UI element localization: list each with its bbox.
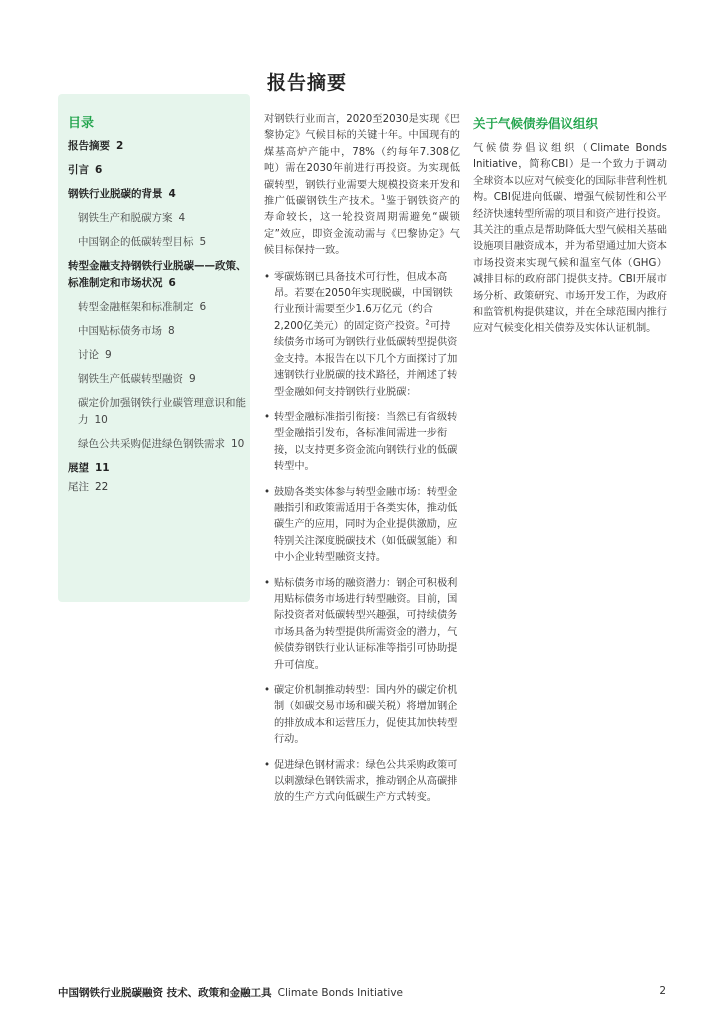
toc-item[interactable] [68, 258, 248, 292]
toc-item-page: 6 [199, 301, 207, 313]
summary-bullets [264, 270, 460, 807]
toc-item-label: 钢铁行业脱碳的背景 [68, 188, 163, 200]
toc-item-page: 6 [168, 277, 176, 289]
bullet-text: 零碳炼钢已具备技术可行性，但成本高昂。若要在2050年实现脱碳，中国钢铁行业预计需要至少1.6万亿元（约合2,200亿美元）的固定资产投资。 [274, 271, 453, 332]
footnote-ref[interactable]: 1 [381, 193, 386, 202]
bullet-item [264, 410, 460, 476]
bullet-item [264, 485, 460, 567]
about-heading: 关于气候债券倡议组织 [473, 116, 599, 131]
intro-text: 对钢铁行业而言，2020至2030是实现《巴黎协定》气候目标的关键十年。中国现有的煤基高炉产能中，78%（约每年7.308亿吨）需在2030年前进行再投资。为实现低碳转型，钢铁行业需要大规模投资来开发和推广低碳钢铁生产技术。 [264, 114, 460, 208]
footer-report-title: 中国钢铁行业脱碳融资 技术、政策和金融工具 [58, 987, 272, 999]
toc-item[interactable] [68, 479, 248, 496]
toc-item-page: 6 [95, 164, 103, 176]
bullet-item [264, 683, 460, 749]
toc-list [68, 138, 248, 503]
toc-item[interactable] [68, 371, 248, 388]
bullet-text: 贴标债务市场的融资潜力：钢企可积极利用贴标债务市场进行转型融资。目前，国际投资者对低碳转型兴趣强，可持续债务市场具备为转型提供所需资金的潜力，气候债券钢铁行业认证标准等指引可协助提升可信度。 [274, 577, 458, 671]
about-cbi-section [473, 114, 667, 338]
toc-item[interactable] [68, 186, 248, 203]
bullet-item [264, 270, 460, 401]
toc-item-page: 8 [168, 325, 175, 337]
toc-item-page: 10 [231, 438, 245, 450]
footer-org: Climate Bonds Initiative [277, 987, 403, 999]
toc-item[interactable] [68, 347, 248, 364]
bullet-item [264, 758, 460, 807]
toc-heading: 目录 [68, 116, 95, 131]
intro-text-continued: 鉴于钢铁资产的寿命较长，这一轮投资周期需避免“碳锁定”效应，即资金流动需与《巴黎协定》气候目标保持一致。 [264, 196, 460, 257]
bullet-text: 鼓励各类实体参与转型金融市场：转型金融指引和政策需适用于各类实体，推动低碳生产的应用，同时为企业提供激励，应特别关注深度脱碳技术（如低碳氢能）和中小企业转型融资支持。 [274, 486, 458, 564]
summary-column [264, 112, 460, 816]
bullet-text: 碳定价机制推动转型：国内外的碳定价机制（如碳交易市场和碳关税）将增加钢企的排放成本和运营压力，促使其加快转型行动。 [274, 685, 458, 746]
toc-item[interactable] [68, 210, 248, 227]
toc-item-label: 引言 [68, 164, 89, 176]
toc-item-page: 4 [178, 212, 186, 224]
page-number: 2 [659, 985, 666, 997]
toc-item[interactable] [68, 460, 248, 477]
toc-item-page: 9 [189, 373, 196, 385]
toc-item-label: 转型金融支持钢铁行业脱碳——政策、标准制定和市场状况 [68, 260, 247, 289]
toc-item-label: 钢铁生产和脱碳方案 [78, 212, 173, 224]
page-footer [58, 985, 666, 1000]
page-title: 报告摘要 [267, 72, 348, 94]
about-text: 气候债券倡议组织（Climate Bonds Initiative，简称CBI）是一个致力于调动全球资本以应对气候变化的国际非营利性机构。CBI促进向低碳、增强气候韧性和公平经济快速转型所需的项目和资产进行投资。其关注的重点是帮助降低大型气候相关基础设施项目融资成本，并为希望通过加大资本市场投资来实现气候和温室气体（GHG）减排目标的政府部门提供支持。CBI开展市场分析、政策研究、市场开发工作，为政府和监管机构提供建议，并在全球范围内推行应对气候变化相关债券及实体认证机制。 [473, 143, 667, 335]
toc-item-page: 11 [95, 462, 110, 474]
toc-item-page: 5 [199, 236, 207, 248]
footnote-ref[interactable]: 2 [425, 318, 430, 327]
table-of-contents [58, 94, 250, 602]
intro-paragraph [264, 112, 460, 260]
toc-item[interactable] [68, 299, 248, 316]
toc-item-page: 4 [168, 188, 176, 200]
toc-item-label: 报告摘要 [68, 140, 110, 152]
toc-item-page: 2 [116, 140, 124, 152]
toc-item-label: 转型金融框架和标准制定 [78, 301, 194, 313]
toc-item-label: 碳定价加强钢铁行业碳管理意识和能力 [78, 397, 246, 426]
toc-item-label: 绿色公共采购促进绿色钢铁需求 [78, 438, 225, 450]
bullet-item [264, 576, 460, 674]
toc-item[interactable] [68, 138, 248, 155]
bullet-text: 促进绿色钢材需求：绿色公共采购政策可以刺激绿色钢铁需求，推动钢企从高碳排放的生产方式向低碳生产方式转变。 [274, 759, 458, 804]
toc-item[interactable] [68, 323, 248, 340]
toc-item-label: 中国贴标债务市场 [78, 325, 162, 337]
toc-item-page: 10 [94, 414, 108, 426]
toc-item[interactable] [68, 395, 248, 429]
toc-item[interactable] [68, 234, 248, 251]
toc-item-label: 尾注 [68, 481, 89, 493]
toc-item-label: 讨论 [78, 349, 99, 361]
toc-item-page: 22 [95, 481, 109, 493]
toc-item-label: 中国钢企的低碳转型目标 [78, 236, 194, 248]
toc-item-page: 9 [105, 349, 112, 361]
bullet-text-continued: 可持续债务市场可为钢铁行业低碳转型提供资金支持。本报告在以下几个方面探讨了加速钢铁行业脱碳的技术路径，并阐述了转型金融如何支持钢铁行业脱碳： [274, 320, 458, 398]
bullet-text: 转型金融标准指引衔接：当然已有省级转型金融指引发布，各标准间需进一步衔接，以支持更多资金流向钢铁行业的低碳转型中。 [274, 411, 458, 473]
toc-item-label: 钢铁生产低碳转型融资 [78, 373, 183, 385]
toc-item-label: 展望 [68, 462, 89, 474]
toc-item[interactable] [68, 162, 248, 179]
toc-item[interactable] [68, 436, 248, 453]
